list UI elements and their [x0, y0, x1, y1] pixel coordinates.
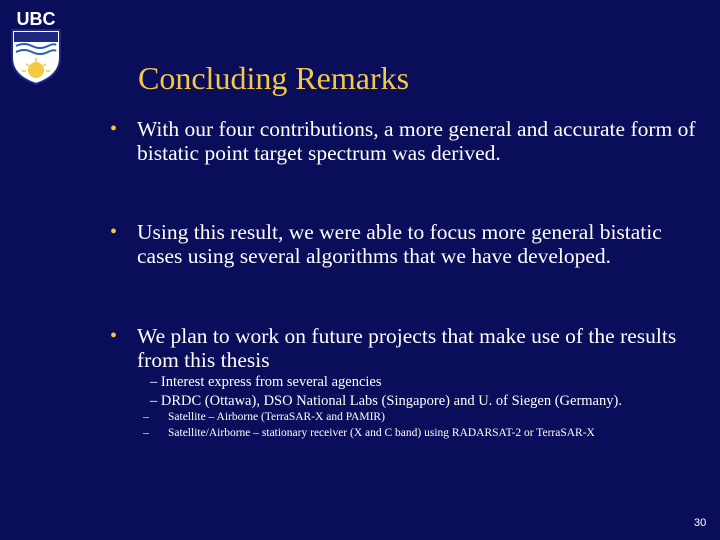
bullet-icon: •	[110, 325, 118, 347]
ubc-logo	[8, 8, 64, 84]
sub-sub-text: Satellite – Airborne (TerraSAR-X and PAMIR)	[168, 411, 385, 423]
sub-sub-dash: –	[143, 411, 149, 423]
bullet-text: Using this result, we were able to focus more general bistatic cases using several algorithms that we have developed.	[137, 220, 662, 268]
page-number: 30	[694, 517, 707, 529]
sub-item: – DRDC (Ottawa), DSO National Labs (Singapore) and U. of Siegen (Germany).	[150, 393, 622, 409]
bullet-icon: •	[110, 221, 118, 243]
sub-item: – Interest express from several agencies	[150, 374, 382, 390]
bullet-text: We plan to work on future projects that make use of the results from this thesis	[137, 324, 677, 372]
sub-sub-item	[0, 426, 720, 440]
slide-title: Concluding Remarks	[138, 60, 410, 96]
ubc-crest-icon	[8, 28, 64, 86]
bullet-icon: •	[110, 118, 118, 140]
sub-sub-dash: –	[143, 427, 149, 439]
bullet-text: With our four contributions, a more general and accurate form of bistatic point target spectrum was derived.	[137, 117, 696, 165]
sub-sub-item	[0, 410, 720, 424]
logo-text: UBC	[16, 9, 56, 29]
sub-sub-text: Satellite/Airborne – stationary receiver (X and C band) using RADARSAT-2 or TerraSAR-X	[168, 427, 595, 439]
